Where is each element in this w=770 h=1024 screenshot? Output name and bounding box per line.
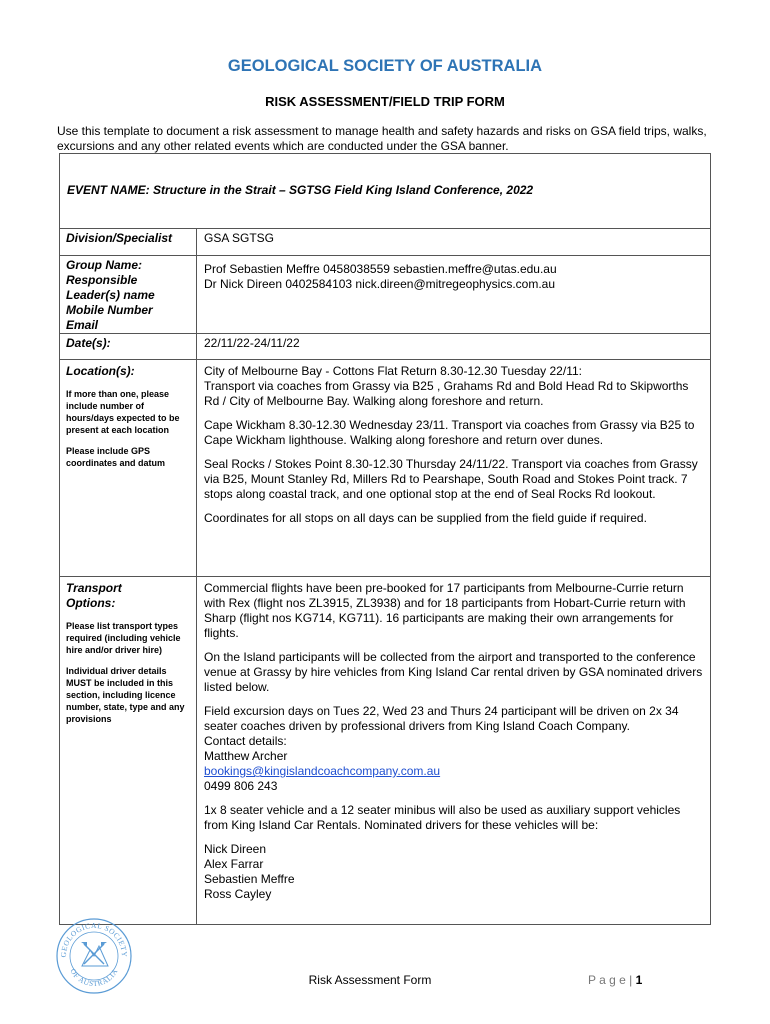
page-label: P a g e |	[588, 973, 633, 987]
page-num: 1	[635, 973, 643, 987]
division-row	[60, 229, 711, 256]
event-name-box	[59, 153, 711, 229]
division-value-text: GSA SGTSG	[204, 231, 275, 245]
transport-p3: Field excursion days on Tues 22, Wed 23 and Thurs 24 participant will be driven on 2x 34 seater coaches driven by professional drivers from King Island Coach Company.	[204, 704, 679, 733]
transport-p2: On the Island participants will be collected from the airport and transported to the conference venue at Grassy by hire vehicles from King Island Car rental driven by GSA nominated drivers listed below.	[204, 650, 703, 694]
leader-label-line4: Email	[66, 318, 99, 332]
footer-title: Risk Assessment Form	[308, 973, 432, 987]
svg-text:GEOLOGICAL SOCIETY	[59, 921, 129, 958]
location-row	[60, 360, 711, 577]
location-p4: Coordinates for all stops on all days can be supplied from the field guide if required.	[204, 511, 647, 525]
location-note-1: If more than one, please include number of hours/days expected to be present at each location	[66, 389, 180, 435]
division-label-line2: Group Name:	[66, 258, 143, 272]
transport-label	[60, 577, 197, 925]
transport-label-line2: Options:	[66, 596, 116, 610]
transport-p4: 1x 8 seater vehicle and a 12 seater minibus will also be used as auxiliary support vehicles from King Island Car Rentals. Nominated drivers for these vehicles will be:	[204, 803, 681, 832]
leader-row	[60, 256, 711, 334]
location-note-2: Please include GPS coordinates and datum	[66, 446, 166, 468]
driver-item: Sebastien Meffre	[204, 872, 295, 886]
org-title: GEOLOGICAL SOCIETY OF AUSTRALIA	[227, 57, 543, 75]
seal-text-bottom: OF AUSTRALIA	[68, 967, 120, 989]
dates-value	[197, 334, 711, 360]
contact-name: Matthew Archer	[204, 749, 288, 763]
intro-text: Use this template to document a risk assessment to manage health and safety hazards and risks on GSA field trips, walks, excursions and any other related events which are conducted under the GSA banner.	[57, 124, 707, 153]
contact-label: Contact details:	[204, 734, 287, 748]
dates-value-text: 22/11/22-24/11/22	[204, 336, 300, 350]
dates-row	[60, 334, 711, 360]
division-label-line1: Division/Specialist	[66, 231, 173, 245]
transport-p1: Commercial flights have been pre-booked for 17 participants from Melbourne-Currie return with Rex (flight nos ZL3915, ZL3938) and for 18 participants from Hobart-Currie return with Sharp (flight nos KG714, KG711). 16 participants are making their own arrangements for flights.	[204, 581, 686, 640]
transport-note-2: Individual driver details MUST be included in this section, including licence number, state, type and any provisions	[66, 666, 185, 724]
leader-label	[60, 256, 197, 334]
leader-line2: Dr Nick Direen 0402584103 nick.direen@mitregeophysics.com.au	[204, 277, 556, 291]
transport-value	[197, 577, 711, 925]
leader-label-line1: Responsible	[66, 273, 138, 287]
contact-phone: 0499 806 243	[204, 779, 278, 793]
driver-item: Alex Farrar	[204, 857, 264, 871]
location-p1b: Transport via coaches from Grassy via B25 , Grahams Rd and Bold Head Rd to Skipworths Rd / City of Melbourne Bay. Walking along foreshore and return.	[204, 379, 689, 408]
leader-label-line3: Mobile Number	[66, 303, 153, 317]
location-p1: City of Melbourne Bay - Cottons Flat Return 8.30-12.30 Tuesday 22/11:	[204, 364, 582, 378]
transport-label-line1: Transport	[66, 581, 122, 595]
division-label	[60, 229, 197, 256]
transport-note-1: Please list transport types required (including vehicle hire and/or driver hire)	[66, 621, 181, 655]
risk-form-table	[59, 228, 711, 925]
form-title: RISK ASSESSMENT/FIELD TRIP FORM	[265, 94, 505, 109]
leader-line1: Prof Sebastien Meffre 0458038559 sebastien.meffre@utas.edu.au	[204, 262, 557, 276]
leader-label-line2: Leader(s) name	[66, 288, 155, 302]
contact-email-link[interactable]: bookings@kingislandcoachcompany.com.au	[204, 764, 441, 778]
division-value	[197, 229, 711, 256]
location-label	[60, 360, 197, 577]
location-p2: Cape Wickham 8.30-12.30 Wednesday 23/11. Transport via coaches from Grassy via B25 to Cape Wickham lighthouse. Walking along foreshore and return over dunes.	[204, 418, 695, 447]
location-p3: Seal Rocks / Stokes Point 8.30-12.30 Thursday 24/11/22. Transport via coaches from Grassy via B25, Mount Stanley Rd, Millers Rd to Pearshape, South Road and Stokes Point track. 7 stops along coastal track, and one optional stop at the end of Seal Rocks Rd lookout.	[204, 457, 698, 501]
event-name: EVENT NAME: Structure in the Strait – SGTSG Field King Island Conference, 2022	[67, 183, 534, 197]
dates-label	[60, 334, 197, 360]
location-label-text: Location(s):	[66, 364, 135, 378]
location-value	[197, 360, 711, 577]
page-number	[588, 973, 642, 987]
driver-item: Ross Cayley	[204, 887, 272, 901]
dates-label-text: Date(s):	[66, 336, 111, 350]
leader-value	[197, 256, 711, 334]
transport-row	[60, 577, 711, 925]
seal-text-top: GEOLOGICAL SOCIETY	[58, 920, 130, 958]
driver-item: Nick Direen	[204, 842, 267, 856]
